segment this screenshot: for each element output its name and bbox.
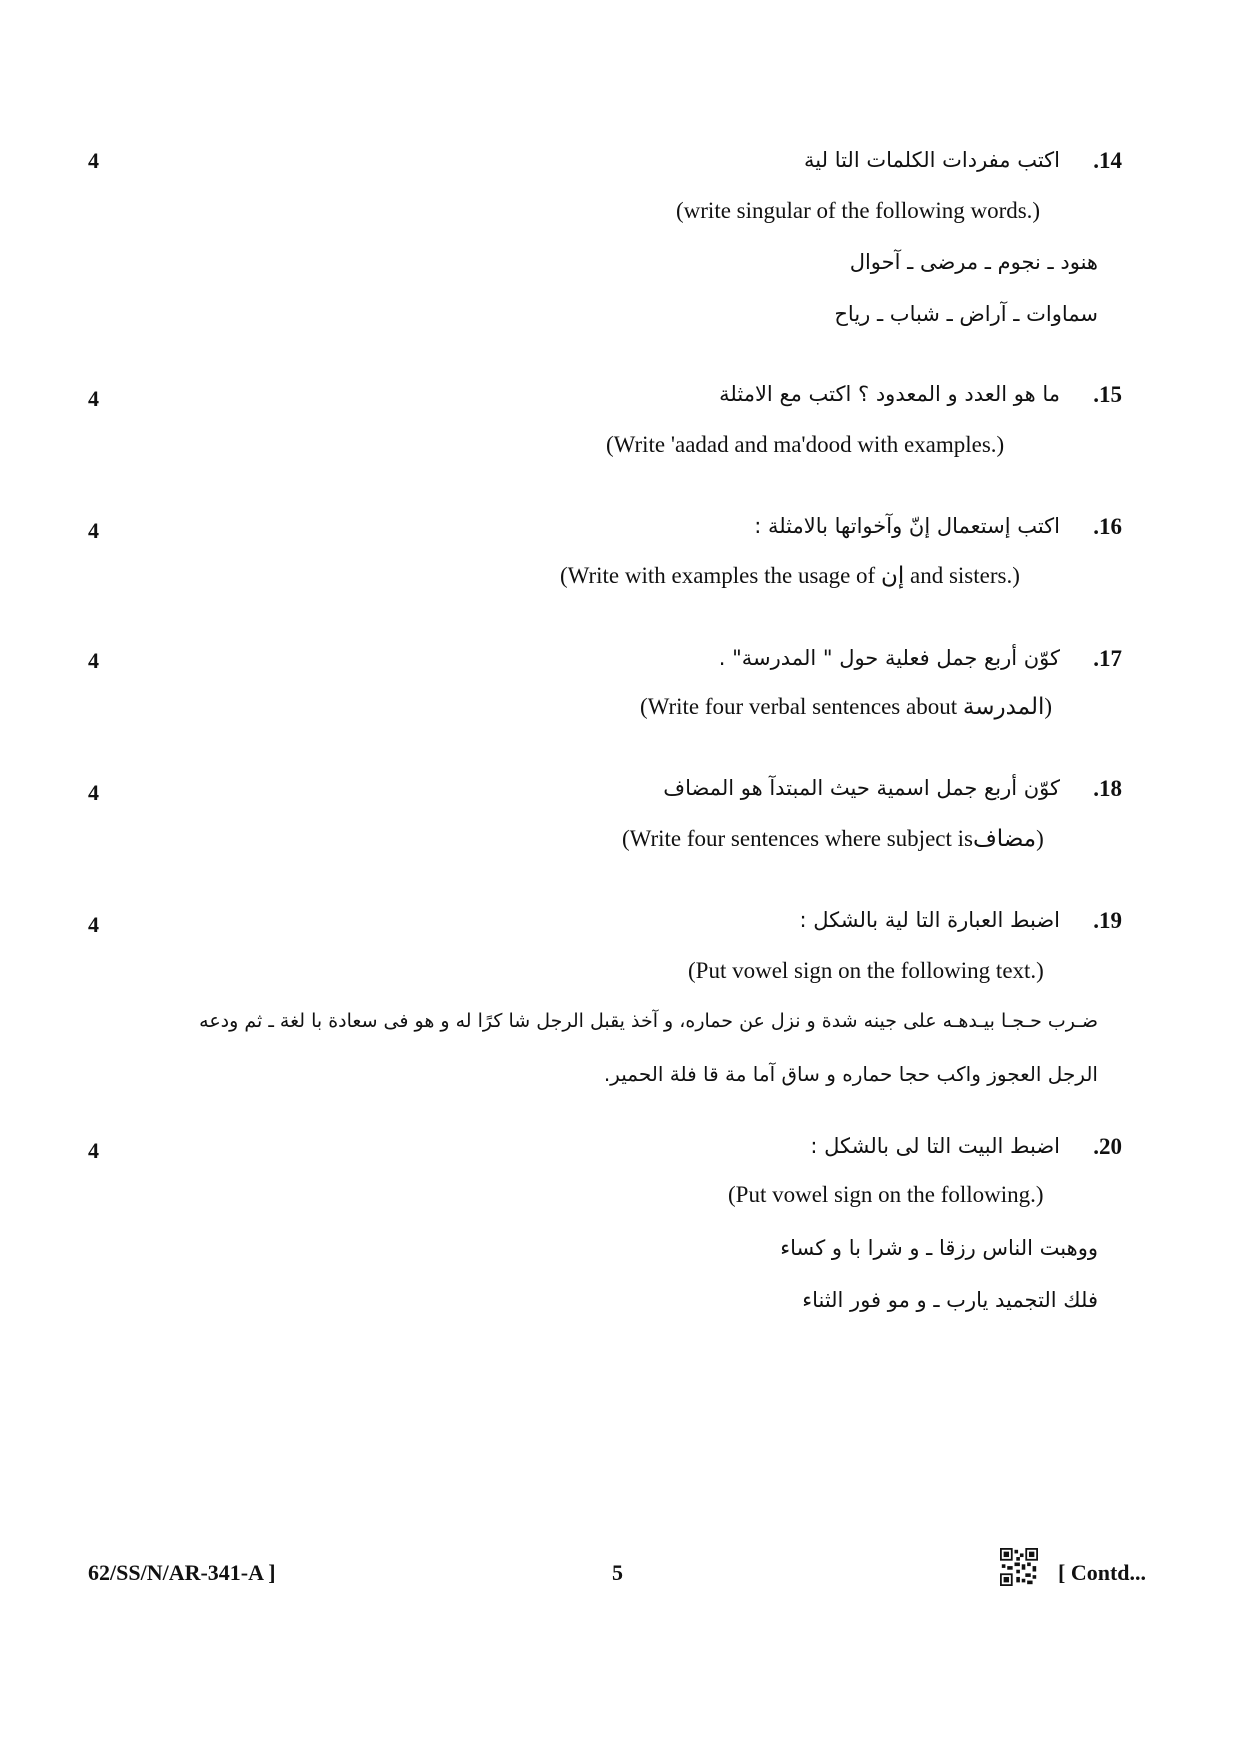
marks: 4 — [88, 386, 99, 411]
marks: 4 — [88, 780, 99, 805]
marks: 4 — [88, 912, 99, 937]
page-number: 5 — [612, 1560, 623, 1585]
word-line: سماوات ـ آراض ـ شباب ـ رياح — [834, 302, 1098, 326]
question-number: .19 — [1093, 908, 1122, 933]
question-arabic: اكتب إستعمال إنّ وآخواتها بالامثلة : — [754, 514, 1060, 538]
question-english: (Write four verbal sentences about المدرسة) — [640, 694, 1053, 719]
marks: 4 — [88, 648, 99, 673]
text-line: الرجل العجوز واكب حجا حماره و ساق آما مة قا فلة الحمير. — [603, 1062, 1098, 1086]
question-arabic: اضبط البيت التا لى بالشكل : — [810, 1134, 1060, 1158]
qr-code-icon — [1000, 1548, 1038, 1586]
question-number: .17 — [1093, 646, 1122, 671]
question-english: (Write with examples the usage of إن and sisters.) — [560, 563, 1020, 588]
question-number: .14 — [1093, 148, 1122, 173]
question-english: (Write 'aadad and ma'dood with examples.) — [606, 432, 1005, 457]
verse-line: فلك التجميد يارب ـ و مو فور الثناء — [802, 1288, 1098, 1312]
question-english: (Put vowel sign on the following text.) — [688, 958, 1044, 983]
question-number: .18 — [1093, 776, 1122, 801]
question-english: (Put vowel sign on the following.) — [728, 1182, 1044, 1207]
question-arabic: كوّن أربع جمل اسمية حيث المبتدآ هو المضاف — [663, 776, 1060, 800]
question-english: (write singular of the following words.) — [676, 198, 1041, 223]
marks: 4 — [88, 148, 99, 173]
text-line: ضـرب حـجـا بيـدهـه على جينه شدة و نزل عن حماره، و آخذ يقبل الرجل شا كرًا له و هو فى سعادة با لغة ـ ثم ودعه — [199, 1010, 1098, 1032]
question-number: .16 — [1093, 514, 1122, 539]
marks: 4 — [88, 1138, 99, 1163]
question-english: (Write four sentences where subject isمضاف) — [622, 826, 1044, 851]
question-number: .15 — [1093, 382, 1122, 407]
continued-label: [ Contd... — [1058, 1560, 1147, 1585]
word-line: هنود ـ نجوم ـ مرضى ـ آحوال — [849, 250, 1098, 274]
question-number: .20 — [1093, 1134, 1122, 1159]
question-arabic: ما هو العدد و المعدود ؟ اكتب مع الامثلة — [719, 382, 1060, 406]
question-arabic: اكتب مفردات الكلمات التا لية — [804, 148, 1060, 172]
marks: 4 — [88, 518, 99, 543]
paper-code: 62/SS/N/AR-341-A ] — [88, 1560, 276, 1585]
question-arabic: كوّن أربع جمل فعلية حول " المدرسة" . — [718, 646, 1060, 670]
question-arabic: اضبط العبارة التا لية بالشكل : — [799, 908, 1060, 932]
verse-line: ووهبت الناس رزقا ـ و شرا با و كساء — [780, 1236, 1098, 1260]
